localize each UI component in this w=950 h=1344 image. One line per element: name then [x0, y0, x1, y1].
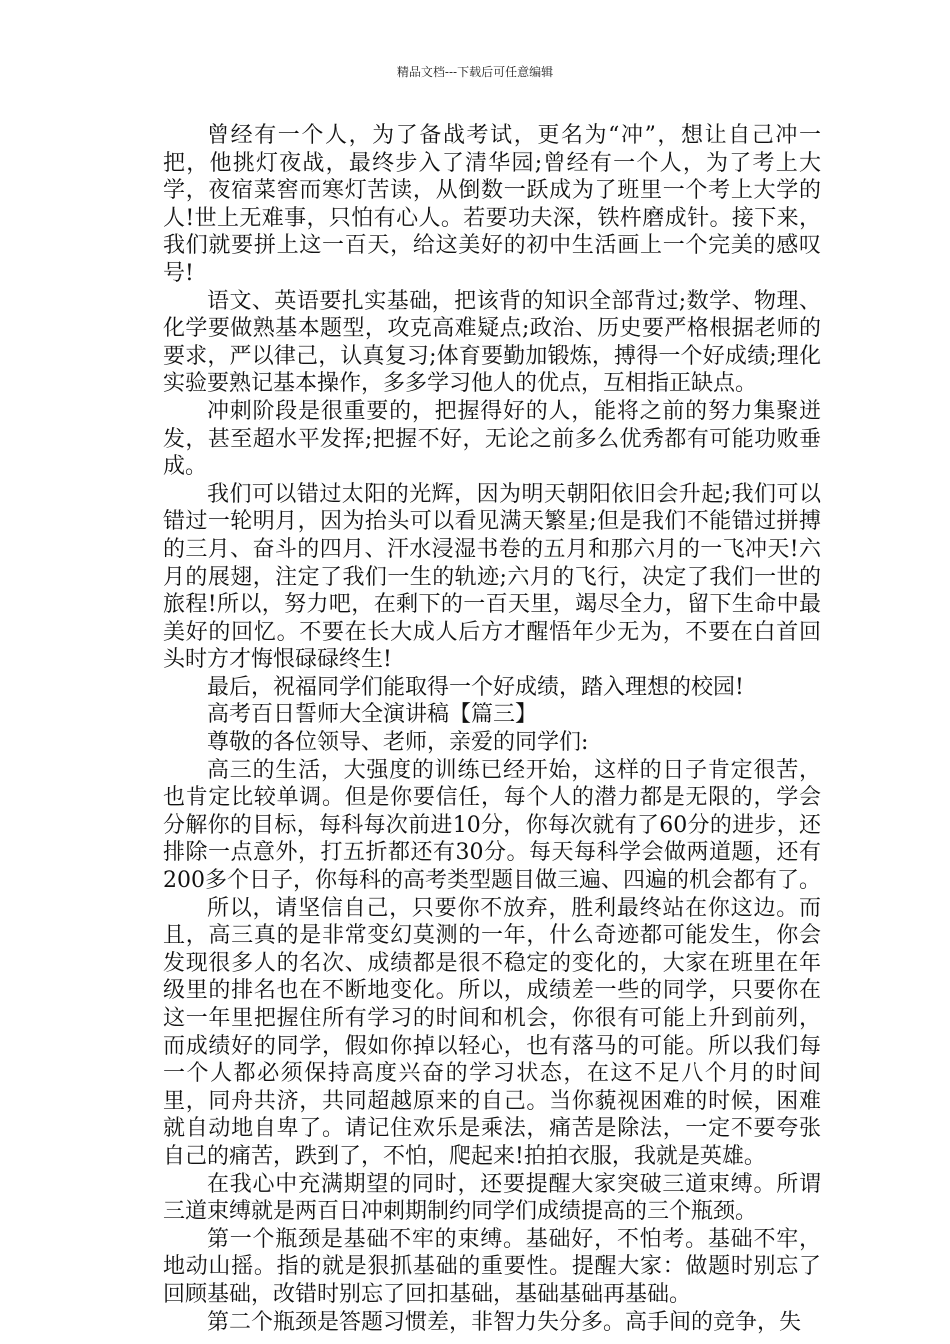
paragraph: 第一个瓶颈是基础不牢的束缚。基础好，不怕考。基础不牢，地动山摇。指的就是狠抓基础的重要性。提醒大家：做题时别忘了回顾基础，改错时别忘了回扣基础，基础基础再基础。 [163, 1226, 821, 1307]
page-header: 精品文档---下载后可任意编辑 [396, 65, 554, 79]
document-body [163, 122, 821, 1336]
paragraph: 最后，祝福同学们能取得一个好成绩，踏入理想的校园! [207, 674, 744, 700]
salutation: 尊敬的各位领导、老师，亲爱的同学们: [207, 730, 589, 756]
paragraph: 我们可以错过太阳的光辉，因为明天朝阳依旧会升起;我们可以错过一轮明月，因为抬头可以看见满天繁星;但是我们不能错过拼搏的三月、奋斗的四月、汗水浸湿书卷的五月和那六月的一飞冲天!六月的展翅，注定了我们一生的轨迹;六月的飞行，决定了我们一世的旅程!所以，努力吧，在剩下的一百天里，竭尽全力，留下生命中最美好的回忆。不要在长大成人后方才醒悟年少无为，不要在白首回头时方才悔恨碌碌终生! [163, 481, 821, 673]
paragraph: 第二个瓶颈是答题习惯差，非智力失分多。高手间的竞争，失 [207, 1309, 802, 1335]
paragraph: 冲刺阶段是很重要的，把握得好的人，能将之前的努力集聚迸发，甚至超水平发挥;把握不好，无论之前多么优秀都有可能功败垂成。 [163, 398, 821, 480]
paragraph: 高三的生活，大强度的训练已经开始，这样的日子肯定很苦，也肯定比较单调。但是你要信任，每个人的潜力都是无限的，学会分解你的目标，每科每次前进10分，你每次就有了60分的进步，还排除一点意外，打五折都还有30分。每天每科学会做两道题，还有200多个日子，你每科的高考类型题目做三遍、四遍的机会都有了。 [163, 757, 821, 894]
paragraph: 在我心中充满期望的同时，还要提醒大家突破三道束缚。所谓三道束缚就是两百日冲刺期制约同学们成绩提高的三个瓶颈。 [163, 1171, 821, 1225]
paragraph: 所以，请坚信自己，只要你不放弃，胜利最终站在你这边。而且，高三真的是非常变幻莫测的一年，什么奇迹都可能发生，你会发现很多人的名次、成绩都是很不稳定的变化的，大家在班里在年级里的排名也在不断地变化。所以，成绩差一些的同学，只要你在这一年里把握住所有学习的时间和机会，你很有可能上升到前列，而成绩好的同学，假如你掉以轻心，也有落马的可能。所以我们每一个人都必须保持高度兴奋的学习状态，在这不足八个月的时间里，同舟共济，共同超越原来的自己。当你藐视困难的时候，困难就自动地自卑了。请记住欢乐是乘法，痛苦是除法，一定不要夸张自己的痛苦，跌到了，不怕，爬起来!拍拍衣服，我就是英雄。 [163, 895, 821, 1169]
paragraph: 曾经有一个人，为了备战考试，更名为“冲”，想让自己冲一把，他挑灯夜战，最终步入了清华园;曾经有一个人，为了考上大学，夜宿菜窖而寒灯苦读，从倒数一跃成为了班里一个考上大学的人!世上无难事，只怕有心人。若要功夫深，铁杵磨成针。接下来，我们就要拼上这一百天，给这美好的初中生活画上一个完美的感叹号! [163, 123, 821, 286]
paragraph: 语文、英语要扎实基础，把该背的知识全部背过;数学、物理、化学要做熟基本题型，攻克高难疑点;政治、历史要严格根据老师的要求，严以律己，认真复习;体育要勤加锻炼，搏得一个好成绩;理化实验要熟记基本操作，多多学习他人的优点，互相指正缺点。 [163, 288, 821, 397]
section-heading: 高考百日誓师大全演讲稿【篇三】 [207, 702, 538, 728]
